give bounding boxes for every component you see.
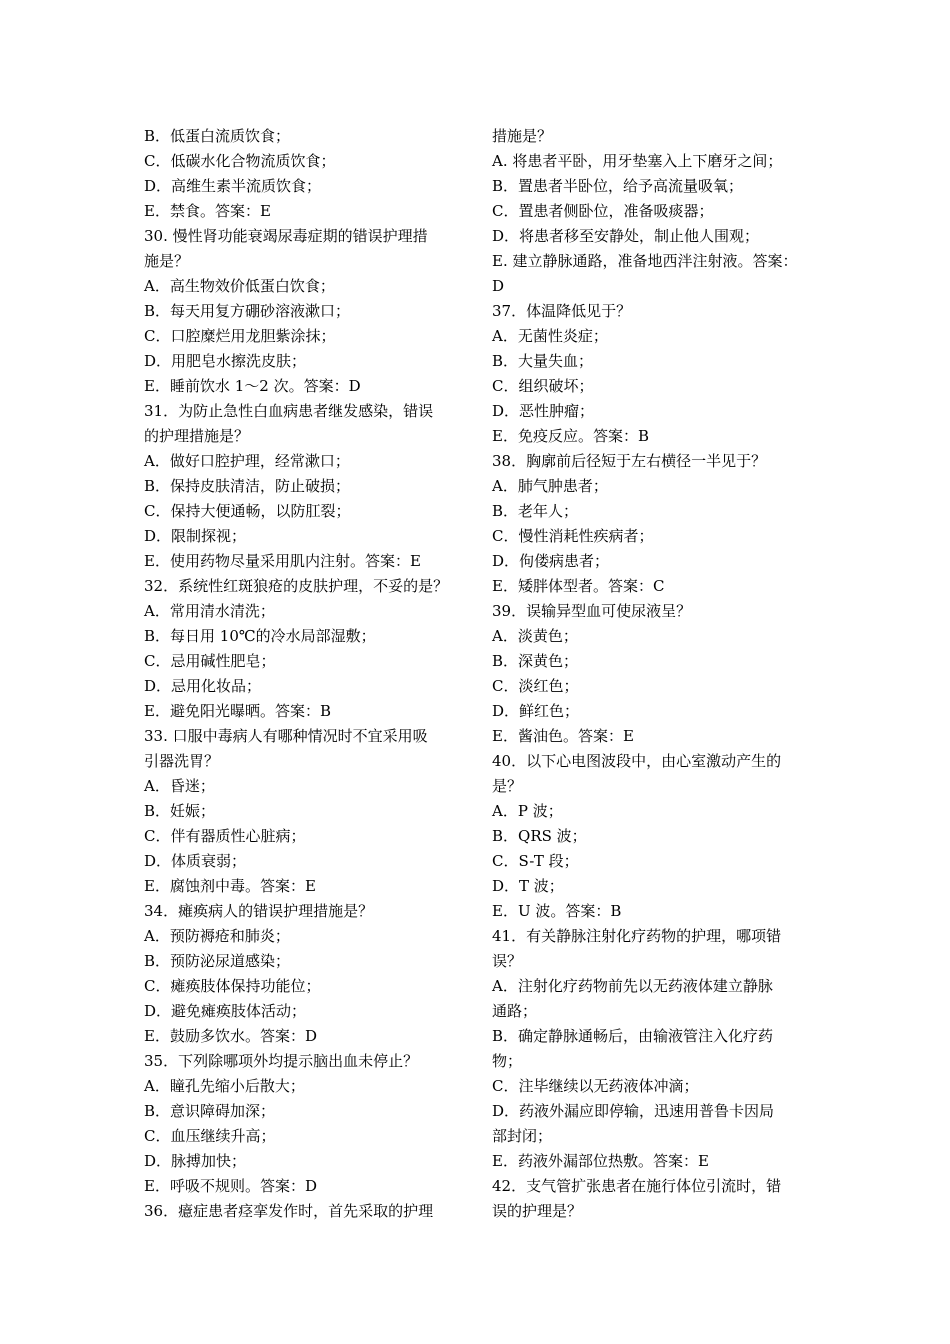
right-column-line: A．淡黄色； bbox=[492, 627, 578, 645]
left-column-line: A．常用清水清洗； bbox=[144, 602, 275, 620]
right-column-line: B．大量失血； bbox=[492, 352, 594, 370]
left-column-line: A．预防褥疮和肺炎； bbox=[144, 927, 290, 945]
right-column-line: D．T 波； bbox=[492, 877, 564, 895]
right-column-line: 40．以下心电图波段中，由心室激动产生的 bbox=[492, 752, 782, 770]
right-column-line: 是？ bbox=[492, 777, 523, 795]
left-column-line: B．保持皮肤清洁，防止破损； bbox=[144, 477, 351, 495]
right-column-line: A．无菌性炎症； bbox=[492, 327, 608, 345]
left-column-line: C．伴有器质性心脏病； bbox=[144, 827, 306, 845]
right-column-line: 38．胸廓前后径短于左右横径一半见于？ bbox=[492, 452, 767, 470]
right-column-line: 物； bbox=[492, 1052, 523, 1070]
right-column bbox=[492, 124, 822, 1224]
right-column-line: D bbox=[492, 277, 505, 295]
left-column-line: C．低碳水化合物流质饮食； bbox=[144, 152, 336, 170]
left-column-line: A．瞳孔先缩小后散大； bbox=[144, 1077, 305, 1095]
right-column-line: D．药液外漏应即停输，迅速用普鲁卡因局 bbox=[492, 1102, 775, 1120]
left-column-line: 36．癔症患者痉挛发作时，首先采取的护理 bbox=[144, 1202, 434, 1220]
right-column-line: 措施是？ bbox=[492, 127, 553, 145]
left-column-line: A．做好口腔护理，经常漱口； bbox=[144, 452, 350, 470]
right-column-line: 误？ bbox=[492, 952, 523, 970]
left-column-line: D．忌用化妆品； bbox=[144, 677, 262, 695]
right-column-line: A. 将患者平卧，用牙垫塞入上下磨牙之间； bbox=[492, 152, 783, 170]
left-column-line: E．呼吸不规则。答案：D bbox=[144, 1177, 317, 1195]
left-column-line: E．避免阳光曝晒。答案：B bbox=[144, 702, 331, 720]
left-column-line: C．口腔糜烂用龙胆紫涂抹； bbox=[144, 327, 336, 345]
left-column-line: 的护理措施是？ bbox=[144, 427, 250, 445]
left-column-line: 32．系统性红斑狼疮的皮肤护理，不妥的是？ bbox=[144, 577, 449, 595]
left-column-line: 施是？ bbox=[144, 252, 190, 270]
left-column-line: E．腐蚀剂中毒。答案：E bbox=[144, 877, 316, 895]
right-column-line: 39．误输异型血可使尿液呈？ bbox=[492, 602, 692, 620]
right-column-line: D．佝偻病患者； bbox=[492, 552, 610, 570]
right-column-line: C．置患者侧卧位，准备吸痰器； bbox=[492, 202, 714, 220]
right-column-line: D．鲜红色； bbox=[492, 702, 580, 720]
left-column-line: 引器洗胃？ bbox=[144, 752, 220, 770]
right-column-line: 部封闭； bbox=[492, 1127, 553, 1145]
right-column-line: C．慢性消耗性疾病者； bbox=[492, 527, 654, 545]
left-column bbox=[144, 124, 472, 1224]
right-column-line: E．酱油色。答案：E bbox=[492, 727, 634, 745]
left-column-line: C．保持大便通畅，以防肛裂； bbox=[144, 502, 351, 520]
left-column-line: 35．下列除哪项外均提示脑出血未停止？ bbox=[144, 1052, 419, 1070]
right-column-line: B．确定静脉通畅后，由输液管注入化疗药 bbox=[492, 1027, 774, 1045]
left-column-line: E．鼓励多饮水。答案：D bbox=[144, 1027, 317, 1045]
left-column-line: D．限制探视； bbox=[144, 527, 247, 545]
right-column-line: 41．有关静脉注射化疗药物的护理，哪项错 bbox=[492, 927, 782, 945]
left-column-line: C．忌用碱性肥皂； bbox=[144, 652, 276, 670]
left-column-line: C．瘫痪肢体保持功能位； bbox=[144, 977, 321, 995]
left-column-line: B．每日用 10℃的冷水局部湿敷； bbox=[144, 627, 376, 645]
right-column-line: E．药液外漏部位热敷。答案：E bbox=[492, 1152, 709, 1170]
left-column-line: B．意识障碍加深； bbox=[144, 1102, 276, 1120]
left-column-line: E．使用药物尽量采用肌内注射。答案：E bbox=[144, 552, 421, 570]
right-column-line: C．S-T 段； bbox=[492, 852, 579, 870]
left-column-line: C．血压继续升高； bbox=[144, 1127, 276, 1145]
left-column-line: B．妊娠； bbox=[144, 802, 216, 820]
right-column-line: E．U 波。答案：B bbox=[492, 902, 622, 920]
right-column-line: B．QRS 波； bbox=[492, 827, 587, 845]
right-column-line: B．置患者半卧位，给予高流量吸氧； bbox=[492, 177, 744, 195]
right-column-line: 42．支气管扩张患者在施行体位引流时，错 bbox=[492, 1177, 782, 1195]
right-column-line: E. 建立静脉通路，准备地西泮注射液。答案： bbox=[492, 252, 798, 270]
right-column-line: C．组织破坏； bbox=[492, 377, 594, 395]
left-column-line: D．避免瘫痪肢体活动； bbox=[144, 1002, 307, 1020]
right-column-line: A．P 波； bbox=[492, 802, 563, 820]
right-column-line: 误的护理是？ bbox=[492, 1202, 583, 1220]
right-column-line: E．矮胖体型者。答案：C bbox=[492, 577, 665, 595]
left-column-line: A．昏迷； bbox=[144, 777, 215, 795]
right-column-line: B．老年人； bbox=[492, 502, 579, 520]
right-column-line: C．淡红色； bbox=[492, 677, 579, 695]
left-column-line: A．高生物效价低蛋白饮食； bbox=[144, 277, 335, 295]
right-column-line: C．注毕继续以无药液体冲滴； bbox=[492, 1077, 699, 1095]
left-column-line: D．用肥皂水擦洗皮肤； bbox=[144, 352, 307, 370]
left-column-line: 30. 慢性肾功能衰竭尿毒症期的错误护理措 bbox=[144, 227, 428, 245]
left-column-line: 33. 口服中毒病人有哪种情况时不宜采用吸 bbox=[144, 727, 428, 745]
left-column-line: D．脉搏加快； bbox=[144, 1152, 247, 1170]
right-column-line: A．肺气肿患者； bbox=[492, 477, 608, 495]
left-column-line: 34．瘫痪病人的错误护理措施是？ bbox=[144, 902, 374, 920]
right-column-line: 37．体温降低见于？ bbox=[492, 302, 632, 320]
left-column-line: D．体质衰弱； bbox=[144, 852, 247, 870]
left-column-line: D．高维生素半流质饮食； bbox=[144, 177, 322, 195]
left-column-line: E．睡前饮水 1～2 次。答案：D bbox=[144, 377, 361, 395]
right-column-line: D．将患者移至安静处，制止他人围观； bbox=[492, 227, 760, 245]
right-column-line: 通路； bbox=[492, 1002, 538, 1020]
right-column-line: A．注射化疗药物前先以无药液体建立静脉 bbox=[492, 977, 773, 995]
left-column-line: B．低蛋白流质饮食； bbox=[144, 127, 291, 145]
left-column-line: B．每天用复方硼砂溶液漱口； bbox=[144, 302, 351, 320]
right-column-line: E．免疫反应。答案：B bbox=[492, 427, 649, 445]
right-column-line: D．恶性肿瘤； bbox=[492, 402, 595, 420]
left-column-line: 31．为防止急性白血病患者继发感染，错误 bbox=[144, 402, 434, 420]
right-column-line: B．深黄色； bbox=[492, 652, 579, 670]
left-column-line: B．预防泌尿道感染； bbox=[144, 952, 291, 970]
left-column-line: E．禁食。答案：E bbox=[144, 202, 271, 220]
